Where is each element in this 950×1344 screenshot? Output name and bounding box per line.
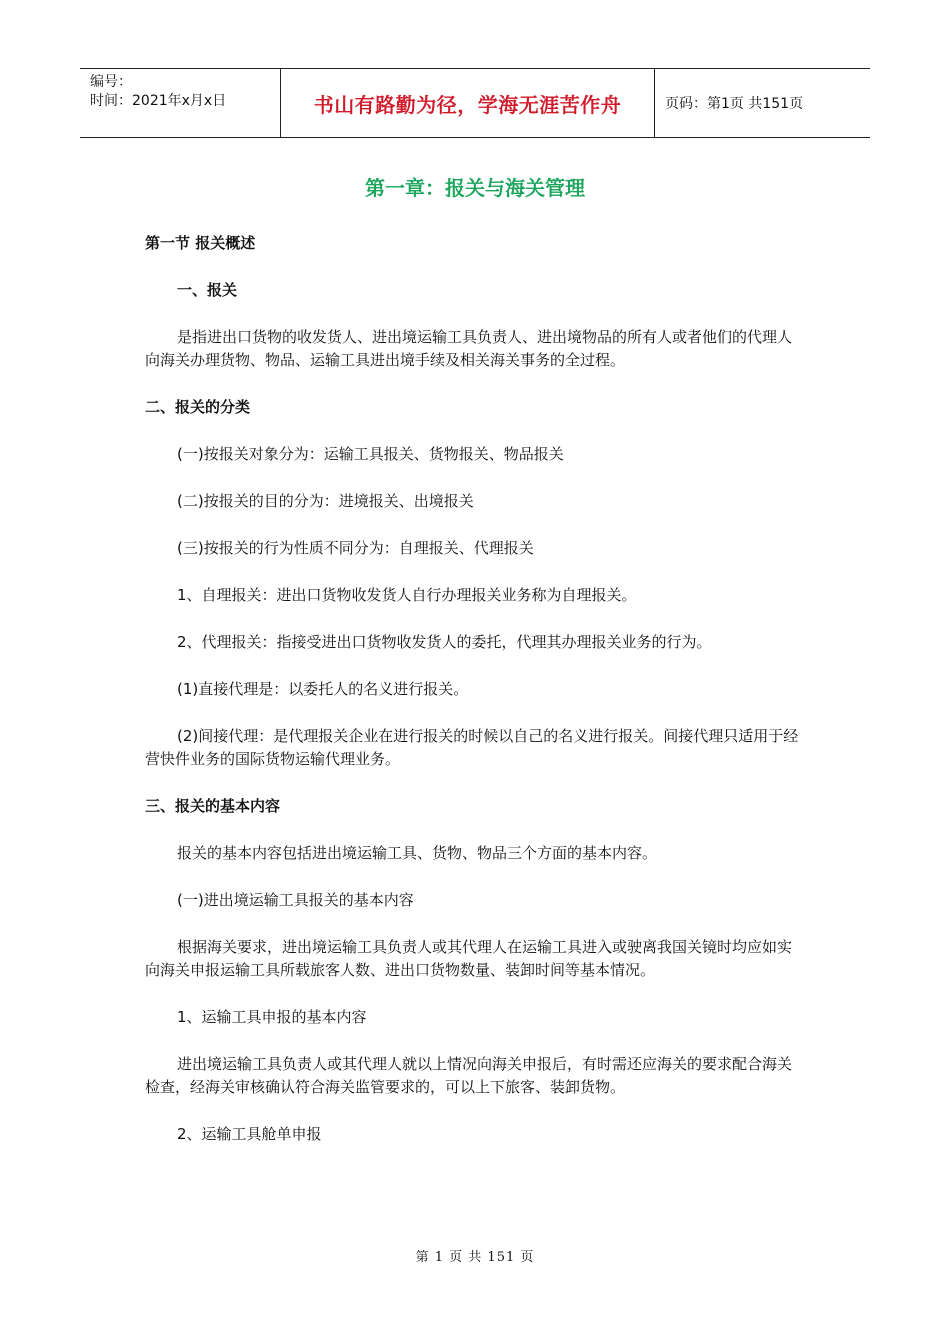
paragraph-content-intro: 报关的基本内容包括进出境运输工具、货物、物品三个方面的基本内容。	[177, 844, 658, 862]
header-motto-cell	[281, 69, 655, 137]
list-item-transport-2: 2、运输工具舱单申报	[177, 1125, 322, 1143]
paragraph-transport: 根据海关要求，进出境运输工具负责人或其代理人在运输工具进入或驶离我国关镜时均应如实向海关申报运输工具所载旅客人数、进出口货物数量、装卸时间等基本情况。	[145, 938, 793, 979]
list-item-agent-declaration: 2、代理报关：指接受进出口货物收发货人的委托，代理其办理报关业务的行为。	[177, 633, 712, 651]
paragraph-transport-1: 进出境运输工具负责人或其代理人就以上情况向海关申报后，有时需还应海关的要求配合海关检查，经海关审核确认符合海关监管要求的，可以上下旅客、装卸货物。	[145, 1055, 793, 1096]
document-body	[145, 232, 805, 1146]
page-info: 页码：第1页 共151页	[665, 96, 804, 112]
classification-item-1: (一)按报关对象分为：运输工具报关、货物报关、物品报关	[177, 445, 564, 463]
document-header	[80, 68, 870, 138]
heading-basic-content: 三、报关的基本内容	[145, 797, 281, 815]
list-item-indirect-agency: (2)间接代理：是代理报关企业在进行报关的时候以自己的名义进行报关。间接代理只适用于经营快件业务的国际货物运输代理业务。	[145, 727, 799, 768]
motto-text: 书山有路勤为径，学海无涯苦作舟	[313, 92, 622, 117]
list-item-direct-agency: (1)直接代理是：以委托人的名义进行报关。	[177, 680, 469, 698]
list-item-self-declaration: 1、自理报关：进出口货物收发货人自行办理报关业务称为自理报关。	[177, 586, 637, 604]
list-item-transport-1: 1、运输工具申报的基本内容	[177, 1008, 367, 1026]
classification-item-3: (三)按报关的行为性质不同分为：自理报关、代理报关	[177, 539, 534, 557]
paragraph-definition: 是指进出口货物的收发货人、进出境运输工具负责人、进出境物品的所有人或者他们的代理人向海关办理货物、物品、运输工具进出境手续及相关海关事务的全过程。	[145, 328, 793, 369]
page-footer: 第 1 页 共 151 页	[415, 1250, 535, 1265]
heading-baoguan: 一、报关	[177, 281, 238, 299]
header-meta-cell	[80, 69, 281, 137]
classification-item-2: (二)按报关的目的分为：进境报关、出境报关	[177, 492, 474, 510]
number-label: 编号：	[90, 74, 132, 90]
section-title: 第一节 报关概述	[145, 234, 256, 252]
heading-classification: 二、报关的分类	[145, 398, 251, 416]
chapter-title: 第一章：报关与海关管理	[365, 176, 585, 200]
time-label: 时间：2021年x月x日	[90, 93, 227, 109]
subheading-transport: (一)进出境运输工具报关的基本内容	[177, 891, 414, 909]
header-page-cell	[655, 69, 870, 137]
